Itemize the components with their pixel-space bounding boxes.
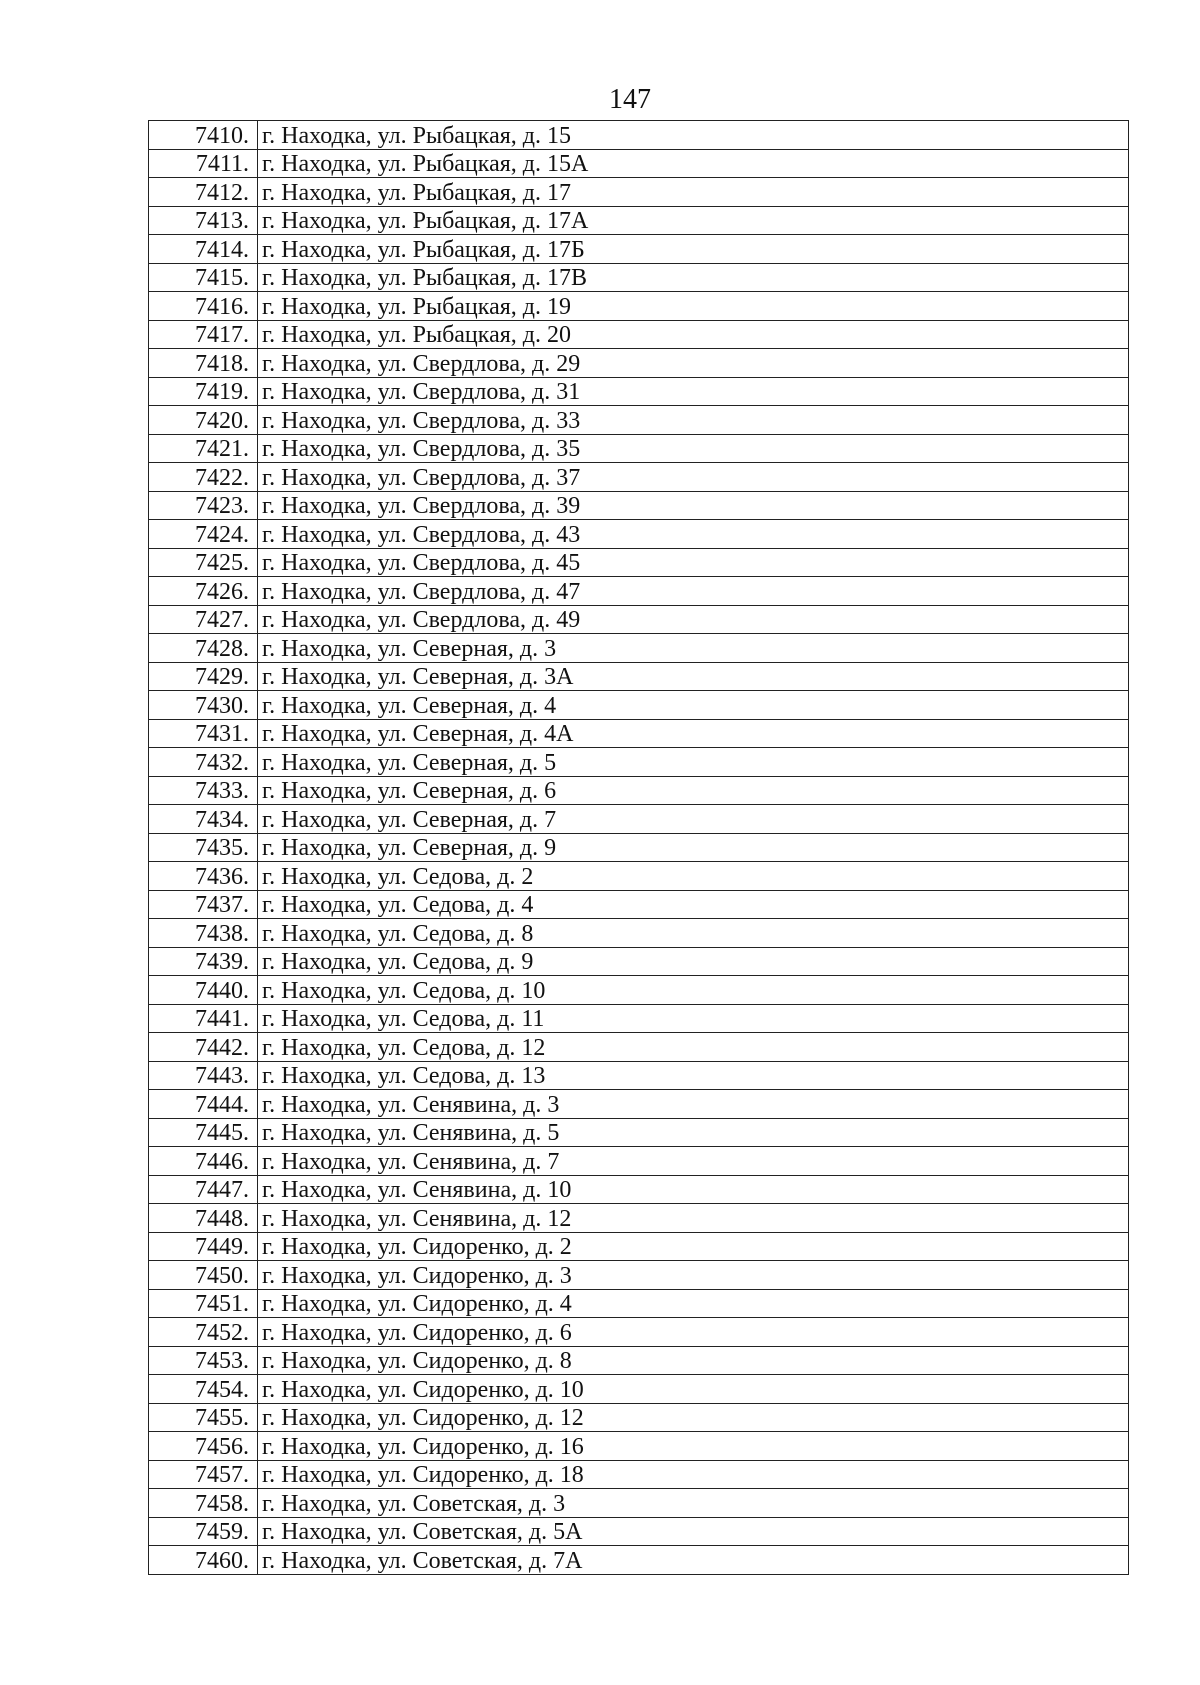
row-address: г. Находка, ул. Седова, д. 2 bbox=[258, 862, 1129, 891]
row-number: 7426. bbox=[149, 577, 258, 606]
row-number: 7458. bbox=[149, 1489, 258, 1518]
row-address: г. Находка, ул. Седова, д. 10 bbox=[258, 976, 1129, 1005]
row-address: г. Находка, ул. Свердлова, д. 49 bbox=[258, 605, 1129, 634]
row-address: г. Находка, ул. Свердлова, д. 47 bbox=[258, 577, 1129, 606]
row-address: г. Находка, ул. Северная, д. 5 bbox=[258, 748, 1129, 777]
table-row bbox=[149, 1346, 1129, 1375]
address-table-body bbox=[149, 121, 1129, 1575]
row-address: г. Находка, ул. Рыбацкая, д. 20 bbox=[258, 320, 1129, 349]
row-number: 7439. bbox=[149, 947, 258, 976]
table-row bbox=[149, 548, 1129, 577]
table-row bbox=[149, 263, 1129, 292]
row-number: 7447. bbox=[149, 1175, 258, 1204]
table-row bbox=[149, 149, 1129, 178]
table-row bbox=[149, 434, 1129, 463]
table-row bbox=[149, 520, 1129, 549]
row-address: г. Находка, ул. Свердлова, д. 37 bbox=[258, 463, 1129, 492]
row-address: г. Находка, ул. Рыбацкая, д. 17 bbox=[258, 178, 1129, 207]
row-address: г. Находка, ул. Сидоренко, д. 4 bbox=[258, 1289, 1129, 1318]
row-number: 7443. bbox=[149, 1061, 258, 1090]
row-address: г. Находка, ул. Свердлова, д. 29 bbox=[258, 349, 1129, 378]
row-address: г. Находка, ул. Сидоренко, д. 18 bbox=[258, 1460, 1129, 1489]
table-row bbox=[149, 178, 1129, 207]
row-number: 7440. bbox=[149, 976, 258, 1005]
table-row bbox=[149, 947, 1129, 976]
row-number: 7441. bbox=[149, 1004, 258, 1033]
row-address: г. Находка, ул. Северная, д. 6 bbox=[258, 776, 1129, 805]
row-number: 7450. bbox=[149, 1261, 258, 1290]
row-address: г. Находка, ул. Северная, д. 3 bbox=[258, 634, 1129, 663]
row-address: г. Находка, ул. Сидоренко, д. 3 bbox=[258, 1261, 1129, 1290]
table-row bbox=[149, 1375, 1129, 1404]
row-number: 7412. bbox=[149, 178, 258, 207]
row-number: 7429. bbox=[149, 662, 258, 691]
row-number: 7413. bbox=[149, 206, 258, 235]
row-address: г. Находка, ул. Рыбацкая, д. 17В bbox=[258, 263, 1129, 292]
row-address: г. Находка, ул. Седова, д. 9 bbox=[258, 947, 1129, 976]
row-address: г. Находка, ул. Свердлова, д. 33 bbox=[258, 406, 1129, 435]
row-number: 7419. bbox=[149, 377, 258, 406]
row-address: г. Находка, ул. Рыбацкая, д. 15 bbox=[258, 121, 1129, 150]
row-number: 7432. bbox=[149, 748, 258, 777]
row-number: 7434. bbox=[149, 805, 258, 834]
row-address: г. Находка, ул. Сенявина, д. 3 bbox=[258, 1090, 1129, 1119]
row-number: 7415. bbox=[149, 263, 258, 292]
row-number: 7420. bbox=[149, 406, 258, 435]
table-row bbox=[149, 377, 1129, 406]
row-number: 7459. bbox=[149, 1517, 258, 1546]
row-address: г. Находка, ул. Свердлова, д. 35 bbox=[258, 434, 1129, 463]
table-row bbox=[149, 862, 1129, 891]
row-address: г. Находка, ул. Сенявина, д. 12 bbox=[258, 1204, 1129, 1233]
row-address: г. Находка, ул. Седова, д. 13 bbox=[258, 1061, 1129, 1090]
table-row bbox=[149, 1004, 1129, 1033]
table-row bbox=[149, 605, 1129, 634]
row-number: 7451. bbox=[149, 1289, 258, 1318]
row-number: 7436. bbox=[149, 862, 258, 891]
row-number: 7427. bbox=[149, 605, 258, 634]
row-number: 7423. bbox=[149, 491, 258, 520]
row-address: г. Находка, ул. Сидоренко, д. 10 bbox=[258, 1375, 1129, 1404]
row-number: 7414. bbox=[149, 235, 258, 264]
table-row bbox=[149, 1033, 1129, 1062]
row-address: г. Находка, ул. Седова, д. 11 bbox=[258, 1004, 1129, 1033]
row-number: 7455. bbox=[149, 1403, 258, 1432]
row-address: г. Находка, ул. Сидоренко, д. 6 bbox=[258, 1318, 1129, 1347]
table-row bbox=[149, 1204, 1129, 1233]
row-address: г. Находка, ул. Сенявина, д. 7 bbox=[258, 1147, 1129, 1176]
table-row bbox=[149, 1090, 1129, 1119]
table-row bbox=[149, 634, 1129, 663]
table-row bbox=[149, 976, 1129, 1005]
row-address: г. Находка, ул. Седова, д. 8 bbox=[258, 919, 1129, 948]
table-row bbox=[149, 719, 1129, 748]
row-address: г. Находка, ул. Сидоренко, д. 8 bbox=[258, 1346, 1129, 1375]
row-number: 7457. bbox=[149, 1460, 258, 1489]
row-address: г. Находка, ул. Рыбацкая, д. 17А bbox=[258, 206, 1129, 235]
page-number: 147 bbox=[609, 84, 651, 115]
row-number: 7453. bbox=[149, 1346, 258, 1375]
row-address: г. Находка, ул. Свердлова, д. 31 bbox=[258, 377, 1129, 406]
row-number: 7460. bbox=[149, 1546, 258, 1575]
table-row bbox=[149, 691, 1129, 720]
table-row bbox=[149, 406, 1129, 435]
table-row bbox=[149, 833, 1129, 862]
table-row bbox=[149, 1261, 1129, 1290]
row-number: 7411. bbox=[149, 149, 258, 178]
address-table bbox=[148, 120, 1129, 1575]
table-row bbox=[149, 320, 1129, 349]
row-number: 7431. bbox=[149, 719, 258, 748]
row-number: 7438. bbox=[149, 919, 258, 948]
table-row bbox=[149, 1118, 1129, 1147]
row-number: 7410. bbox=[149, 121, 258, 150]
table-row bbox=[149, 292, 1129, 321]
row-address: г. Находка, ул. Рыбацкая, д. 17Б bbox=[258, 235, 1129, 264]
row-address: г. Находка, ул. Сенявина, д. 10 bbox=[258, 1175, 1129, 1204]
row-address: г. Находка, ул. Северная, д. 3А bbox=[258, 662, 1129, 691]
row-address: г. Находка, ул. Советская, д. 5А bbox=[258, 1517, 1129, 1546]
table-row bbox=[149, 1489, 1129, 1518]
table-row bbox=[149, 1147, 1129, 1176]
table-row bbox=[149, 491, 1129, 520]
row-number: 7428. bbox=[149, 634, 258, 663]
table-row bbox=[149, 577, 1129, 606]
table-row bbox=[149, 1289, 1129, 1318]
row-number: 7425. bbox=[149, 548, 258, 577]
row-address: г. Находка, ул. Сидоренко, д. 2 bbox=[258, 1232, 1129, 1261]
row-address: г. Находка, ул. Северная, д. 9 bbox=[258, 833, 1129, 862]
row-address: г. Находка, ул. Северная, д. 4 bbox=[258, 691, 1129, 720]
row-address: г. Находка, ул. Свердлова, д. 45 bbox=[258, 548, 1129, 577]
row-number: 7449. bbox=[149, 1232, 258, 1261]
table-row bbox=[149, 235, 1129, 264]
table-row bbox=[149, 1546, 1129, 1575]
row-number: 7456. bbox=[149, 1432, 258, 1461]
row-address: г. Находка, ул. Свердлова, д. 39 bbox=[258, 491, 1129, 520]
table-row bbox=[149, 1517, 1129, 1546]
row-number: 7435. bbox=[149, 833, 258, 862]
table-row bbox=[149, 1318, 1129, 1347]
row-number: 7430. bbox=[149, 691, 258, 720]
table-row bbox=[149, 1460, 1129, 1489]
row-number: 7417. bbox=[149, 320, 258, 349]
row-address: г. Находка, ул. Северная, д. 7 bbox=[258, 805, 1129, 834]
table-row bbox=[149, 349, 1129, 378]
table-row bbox=[149, 1432, 1129, 1461]
row-address: г. Находка, ул. Свердлова, д. 43 bbox=[258, 520, 1129, 549]
row-number: 7452. bbox=[149, 1318, 258, 1347]
row-number: 7448. bbox=[149, 1204, 258, 1233]
row-number: 7437. bbox=[149, 890, 258, 919]
row-number: 7421. bbox=[149, 434, 258, 463]
row-address: г. Находка, ул. Седова, д. 12 bbox=[258, 1033, 1129, 1062]
table-row bbox=[149, 805, 1129, 834]
row-number: 7422. bbox=[149, 463, 258, 492]
table-row bbox=[149, 662, 1129, 691]
row-address: г. Находка, ул. Сидоренко, д. 16 bbox=[258, 1432, 1129, 1461]
row-address: г. Находка, ул. Рыбацкая, д. 19 bbox=[258, 292, 1129, 321]
row-address: г. Находка, ул. Северная, д. 4А bbox=[258, 719, 1129, 748]
table-row bbox=[149, 776, 1129, 805]
row-number: 7442. bbox=[149, 1033, 258, 1062]
row-number: 7446. bbox=[149, 1147, 258, 1176]
table-row bbox=[149, 1061, 1129, 1090]
row-address: г. Находка, ул. Советская, д. 3 bbox=[258, 1489, 1129, 1518]
row-address: г. Находка, ул. Седова, д. 4 bbox=[258, 890, 1129, 919]
table-row bbox=[149, 1403, 1129, 1432]
row-number: 7418. bbox=[149, 349, 258, 378]
table-row bbox=[149, 463, 1129, 492]
table-row bbox=[149, 206, 1129, 235]
table-row bbox=[149, 1175, 1129, 1204]
table-row bbox=[149, 919, 1129, 948]
row-address: г. Находка, ул. Советская, д. 7А bbox=[258, 1546, 1129, 1575]
row-address: г. Находка, ул. Сенявина, д. 5 bbox=[258, 1118, 1129, 1147]
table-row bbox=[149, 121, 1129, 150]
row-address: г. Находка, ул. Сидоренко, д. 12 bbox=[258, 1403, 1129, 1432]
table-row bbox=[149, 1232, 1129, 1261]
table-row bbox=[149, 748, 1129, 777]
row-number: 7433. bbox=[149, 776, 258, 805]
row-number: 7416. bbox=[149, 292, 258, 321]
row-number: 7444. bbox=[149, 1090, 258, 1119]
row-address: г. Находка, ул. Рыбацкая, д. 15А bbox=[258, 149, 1129, 178]
row-number: 7454. bbox=[149, 1375, 258, 1404]
table-row bbox=[149, 890, 1129, 919]
row-number: 7424. bbox=[149, 520, 258, 549]
row-number: 7445. bbox=[149, 1118, 258, 1147]
